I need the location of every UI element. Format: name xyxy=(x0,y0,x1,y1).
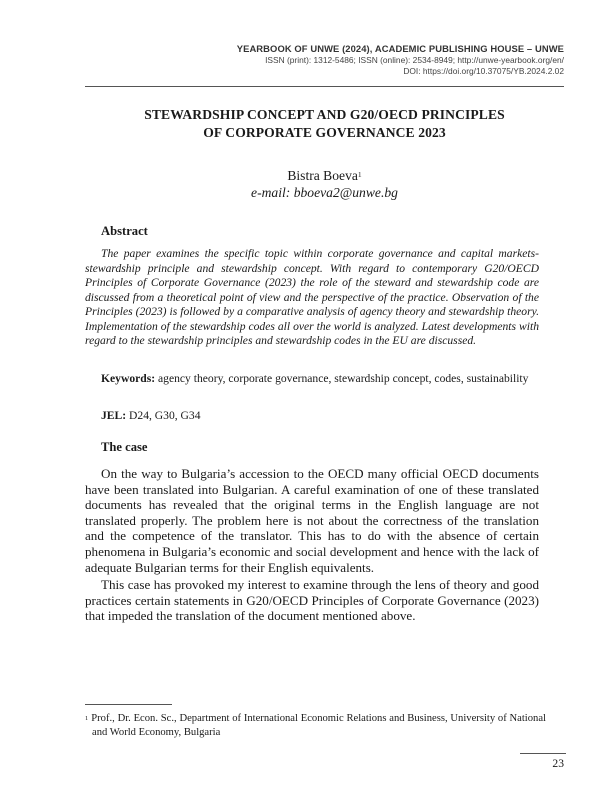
abstract-heading: Abstract xyxy=(101,224,148,238)
author-email: e-mail: bboeva2@unwe.bg xyxy=(251,185,398,200)
footnote-text: Prof., Dr. Econ. Sc., Department of International Economic Relations and Business, University of National and World Economy, Bulgaria xyxy=(91,713,546,738)
paper-title-line-2: OF CORPORATE GOVERNANCE 2023 xyxy=(203,125,446,140)
doi-line: DOI: https://doi.org/10.37075/YB.2024.2.02 xyxy=(403,66,564,76)
author-line xyxy=(85,167,564,184)
issn-line: ISSN (print): 1312-5486; ISSN (online): 2534-8949; http://unwe-yearbook.org/en/ xyxy=(265,55,564,65)
jel-text: D24, G30, G34 xyxy=(129,409,201,422)
footnote xyxy=(85,712,546,739)
jel-codes xyxy=(101,408,201,423)
running-header xyxy=(237,43,564,77)
footnote-mark: 1 xyxy=(85,715,89,722)
paper-title xyxy=(85,106,564,142)
abstract-text: The paper examines the specific topic within corporate governance and capital markets-stewardship principle and stewardship concept. With regard to contemporary G20/OECD Principles of Corporate Governance (2023) the role of the steward and stewardship code are discussed from a theoretical point of view and the perspective of the practice. Observation of the Principles (2023) is followed by a comparative analysis of agency theory and stewardship theory. Implementation of the stewardship codes all over the world is analyzed. Latest developments with regard to the stewardship principles and stewardship codes in the EU are discussed. xyxy=(85,247,539,347)
keywords xyxy=(85,371,539,386)
author-footnote-mark: 1 xyxy=(357,170,362,179)
body-paragraph: On the way to Bulgaria’s accession to the OECD many official OECD documents have been translated into Bulgarian. A careful examination of one of these translated documents has revealed that the original terms in the English language are not translated properly. The problem here is not about the correctness of the translation and the competence of the translator. This has to do with the absence of certain phenomena in Bulgaria’s economic and social development and hence with the lack of adequate Bulgarian terms for their English equivalents. xyxy=(85,466,539,575)
keywords-label: Keywords: xyxy=(101,372,156,385)
page-number: 23 xyxy=(552,757,564,770)
keywords-text: agency theory, corporate governance, stewardship concept, codes, sustainability xyxy=(158,372,529,385)
header-divider xyxy=(85,86,564,87)
paper-title-line-1: STEWARDSHIP CONCEPT AND G20/OECD PRINCIPLES xyxy=(144,107,505,122)
author-name: Bistra Boeva xyxy=(287,168,358,183)
jel-label: JEL: xyxy=(101,409,127,422)
section-heading: The case xyxy=(101,440,148,454)
page-number-divider xyxy=(520,753,566,754)
footnote-divider xyxy=(85,704,172,705)
body-paragraph: This case has provoked my interest to examine through the lens of theory and good practices certain statements in G20/OECD Principles of Corporate Governance (2023) that impeded the translation of the document mentioned above. xyxy=(85,577,539,624)
journal-name: YEARBOOK OF UNWE (2024), ACADEMIC PUBLISHING HOUSE – UNWE xyxy=(236,43,564,54)
